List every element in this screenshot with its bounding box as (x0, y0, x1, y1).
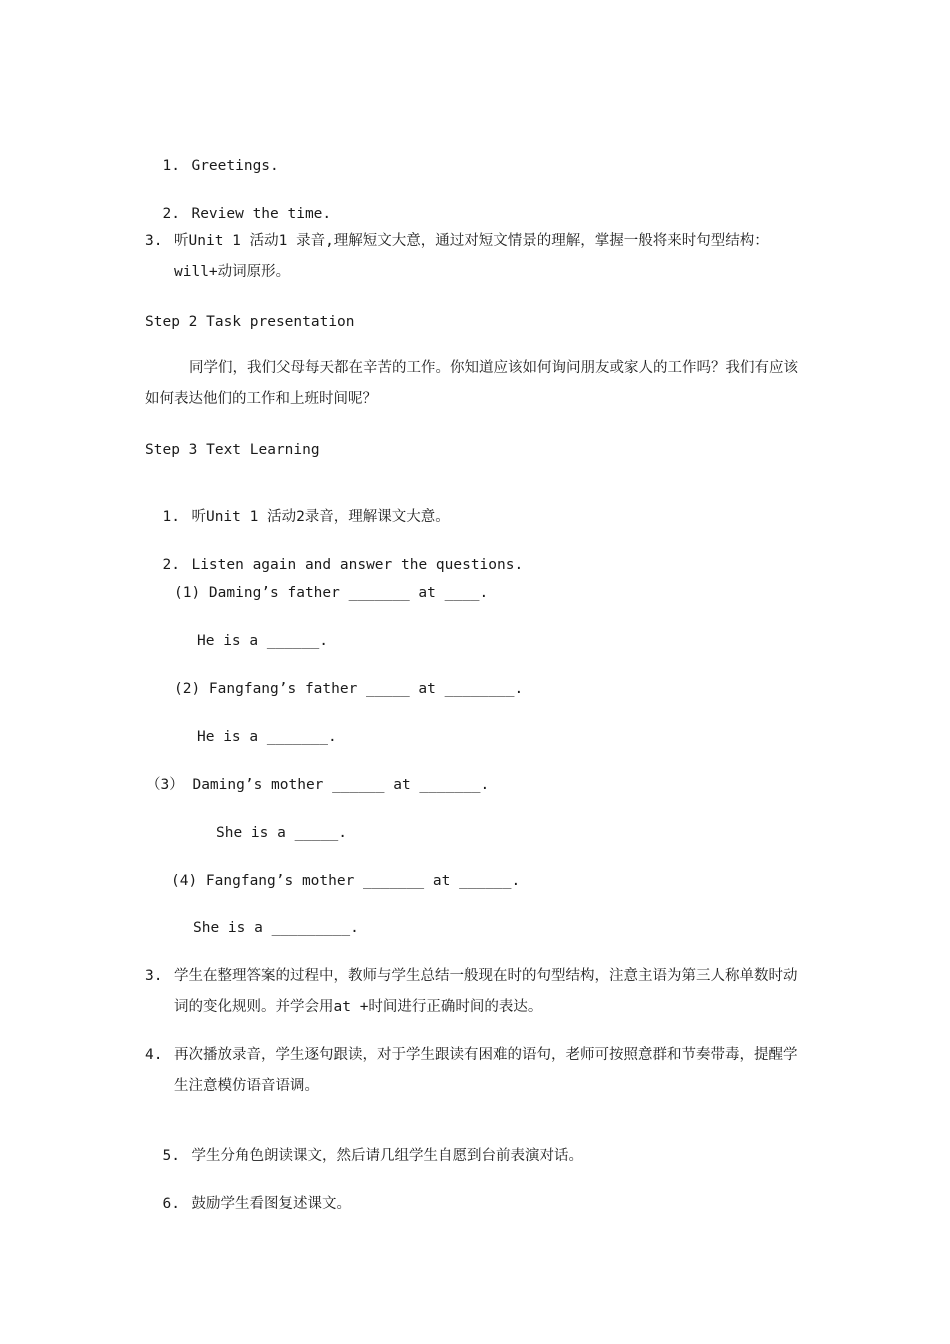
list-number: 1. (162, 158, 180, 174)
list-number: 2. (162, 206, 180, 222)
answer-line: He is a ______. (197, 633, 328, 649)
list-item (145, 1174, 351, 1214)
list-number: 2. (162, 557, 180, 573)
list-text: Listen again and answer the questions. (191, 557, 524, 573)
section-heading: Step 3 Text Learning (145, 442, 320, 458)
list-item (145, 184, 331, 224)
list-text: 听Unit 1 活动2录音，理解课文大意。 (191, 509, 450, 525)
list-number: 3. (145, 968, 163, 984)
list-number: 6. (162, 1196, 180, 1212)
list-item (145, 1040, 810, 1102)
list-item (145, 487, 450, 527)
paragraph: 同学们，我们父母每天都在辛苦的工作。你知道应该如何询问朋友或家人的工作吗？我们有应该如何表达他们的工作和上班时间呢？ (145, 360, 798, 407)
list-item (145, 136, 279, 176)
question-line: （3） Daming’s mother ______ at _______. (146, 777, 490, 793)
list-text: Review the time. (191, 206, 332, 222)
list-text: 听Unit 1 活动1 录音,理解短文大意，通过对短文情景的理解，掌握一般将来时句型结构：will+动词原形。 (174, 233, 769, 280)
list-item (145, 961, 810, 1023)
list-number: 3. (145, 233, 163, 249)
list-item (145, 1126, 583, 1166)
list-text: 再次播放录音，学生逐句跟读，对于学生跟读有困难的语句，老师可按照意群和节奏带毒，提醒学生注意模仿语音语调。 (174, 1047, 798, 1094)
list-number: 1. (162, 509, 180, 525)
list-text: Greetings. (191, 158, 279, 174)
list-item (145, 535, 523, 575)
answer-line: She is a _________. (193, 920, 359, 936)
list-text: 学生分角色朗读课文，然后请几组学生自愿到台前表演对话。 (191, 1148, 583, 1164)
list-number: 5. (162, 1148, 180, 1164)
answer-line: She is a _____. (216, 825, 347, 841)
list-item (145, 226, 810, 288)
list-number: 4. (145, 1047, 163, 1063)
list-text: 鼓励学生看图复述课文。 (191, 1196, 351, 1212)
question-line: (2) Fangfang’s father _____ at ________. (174, 681, 524, 697)
question-line: (4) Fangfang’s mother _______ at ______. (171, 873, 521, 889)
section-heading: Step 2 Task presentation (145, 314, 355, 330)
answer-line: He is a _______. (197, 729, 337, 745)
list-text: 学生在整理答案的过程中，教师与学生总结一般现在时的句型结构，注意主语为第三人称单数时动词的变化规则。并学会用at +时间进行正确时间的表达。 (174, 968, 798, 1015)
question-line: (1) Daming’s father _______ at ____. (174, 585, 489, 601)
